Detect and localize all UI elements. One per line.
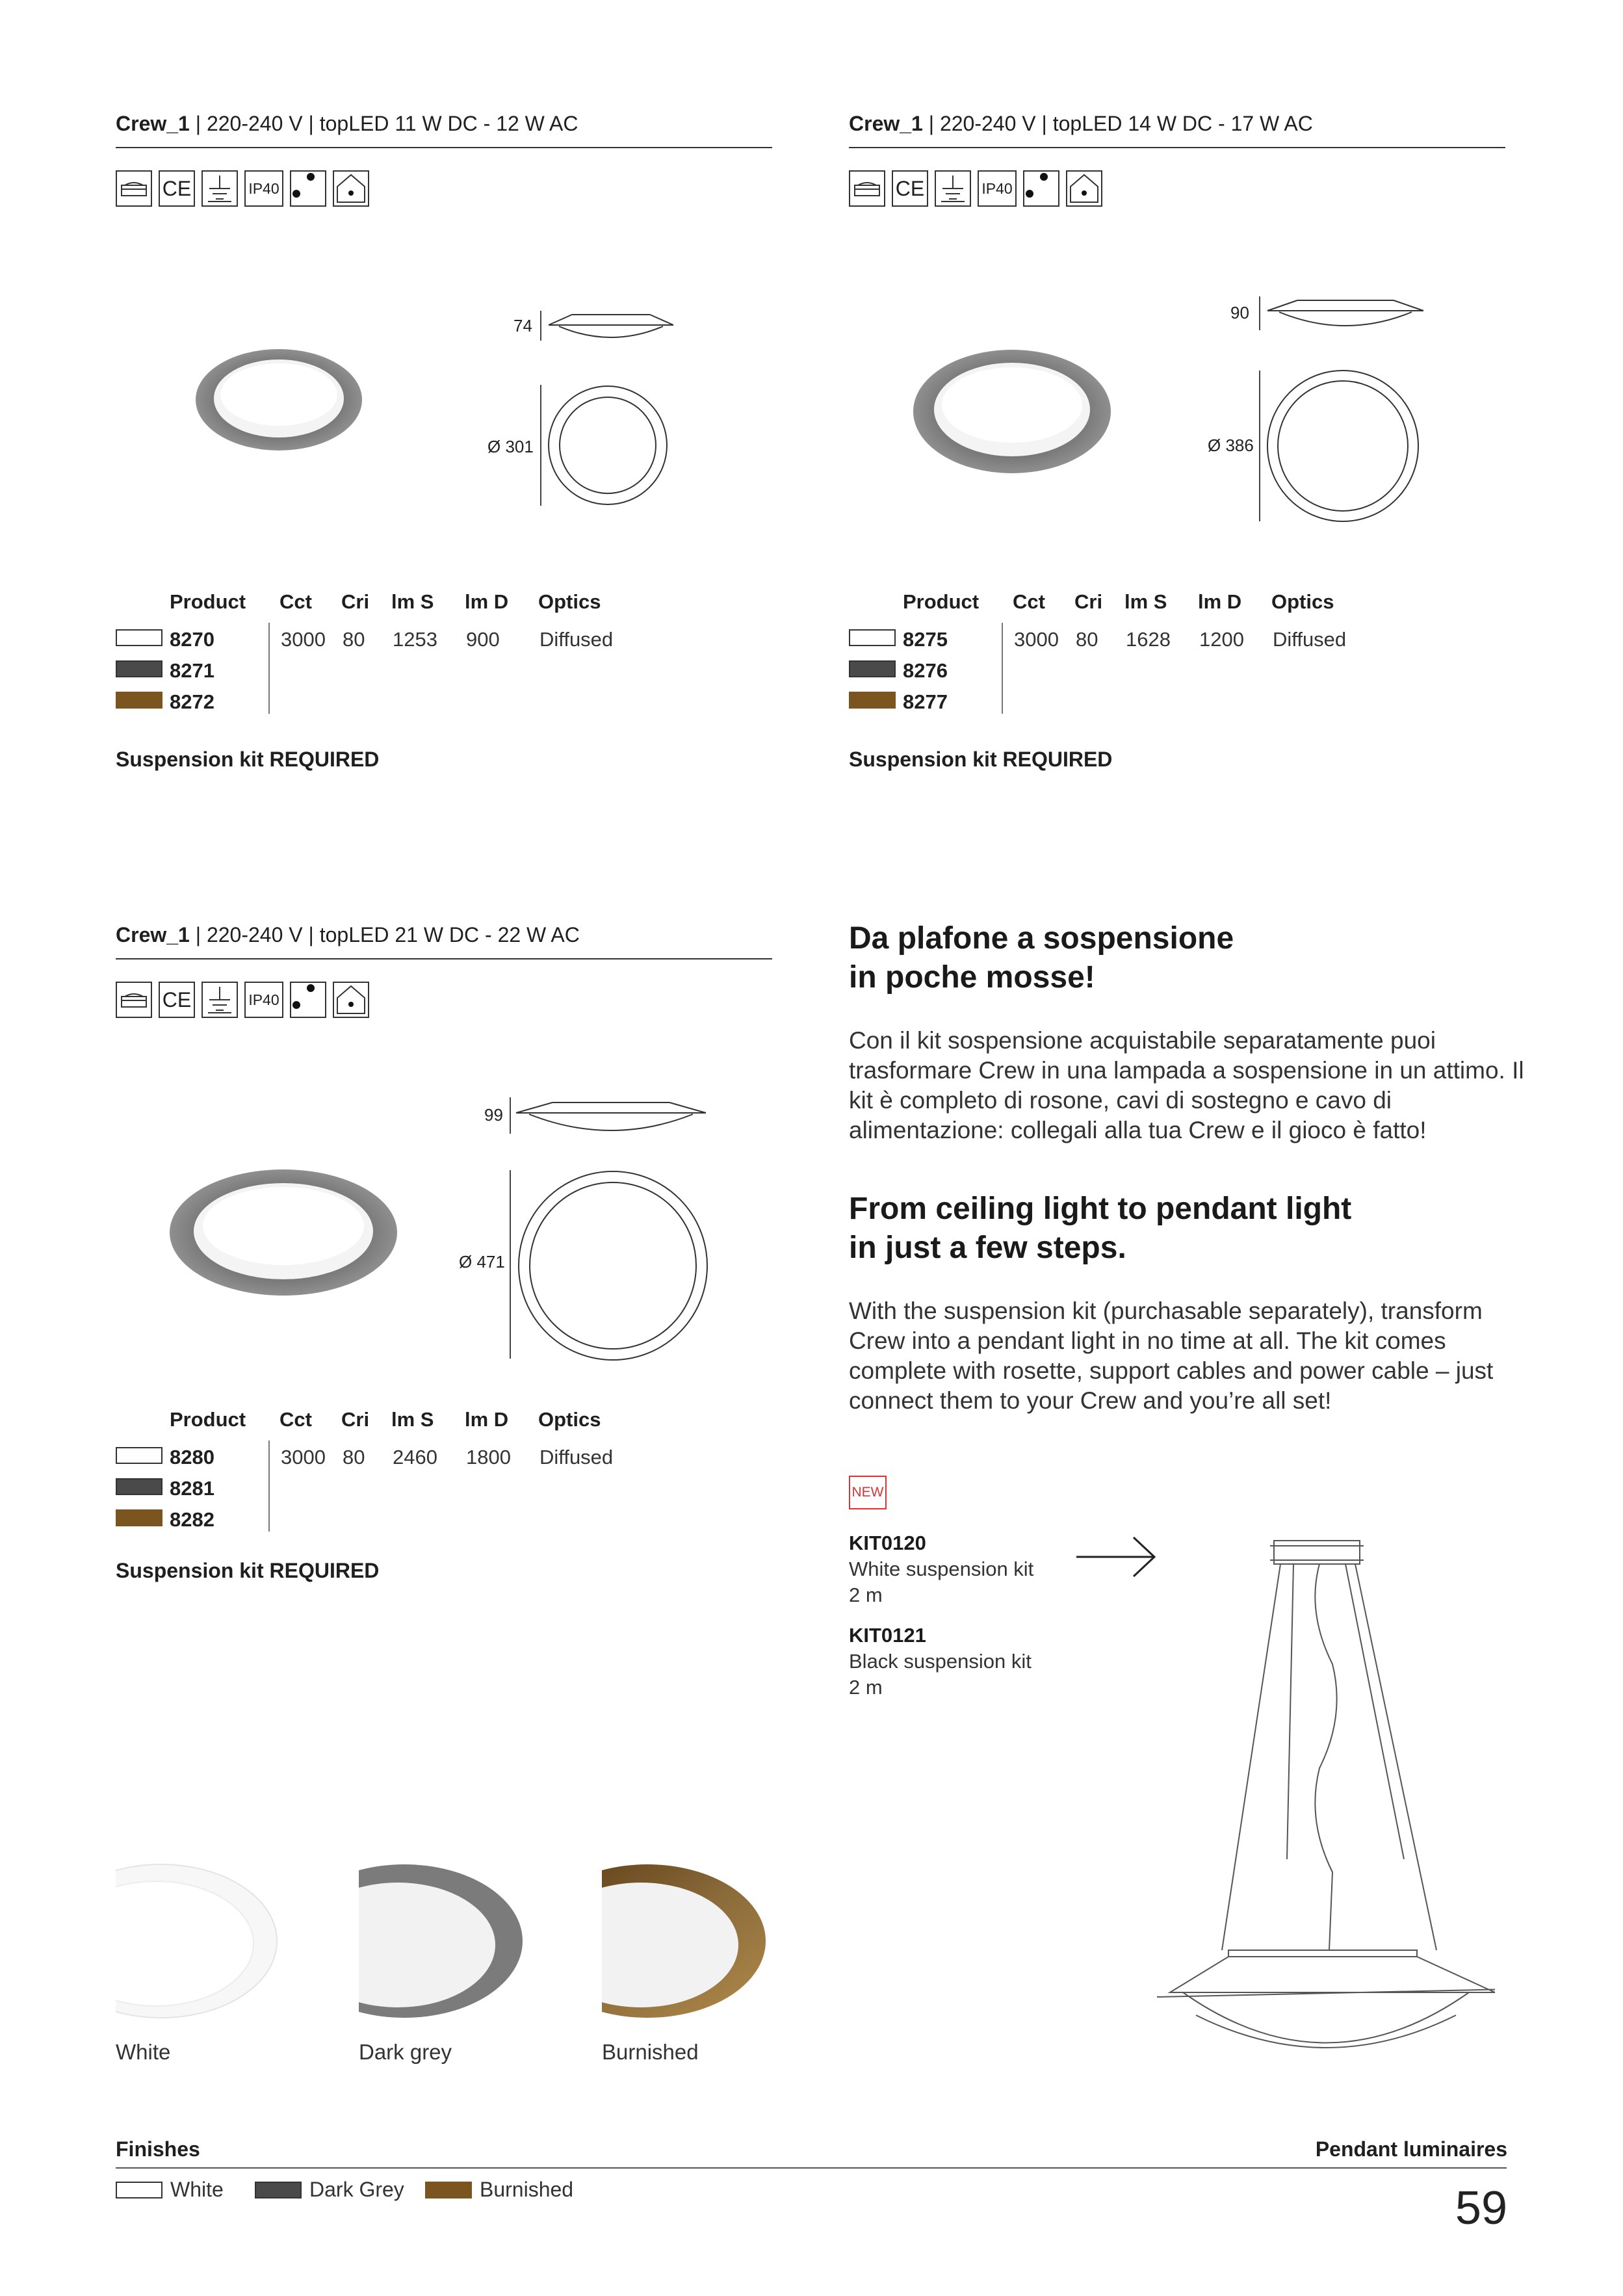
earth-ground-icon — [935, 170, 971, 207]
product-photo-dark-grey — [194, 348, 364, 452]
product-code: 8275 — [903, 628, 948, 651]
dots-class-icon — [290, 170, 326, 207]
heading-line: in poche mosse! — [849, 960, 1095, 995]
earth-ground-icon — [201, 982, 238, 1018]
dimension-line — [1259, 296, 1260, 330]
finish-label-white: White — [170, 2178, 224, 2201]
table-divider — [268, 623, 270, 714]
certification-icons — [116, 982, 369, 1018]
finish-caption-dark-grey: Dark grey — [359, 2040, 452, 2064]
ip40-icon: IP40 — [978, 170, 1017, 207]
product-title: Crew_1 | 220-240 V | topLED 14 W DC - 17 W AC — [849, 112, 1313, 135]
top-view-drawing — [1265, 368, 1421, 524]
ceiling-mount-icon — [849, 170, 885, 207]
kit-code: KIT0120 — [849, 1532, 926, 1554]
kit-list — [849, 1530, 1033, 1701]
italian-heading — [849, 919, 1234, 997]
swatch-burnished — [116, 1509, 162, 1526]
header-lm-d: lm D — [465, 590, 509, 613]
finishes-label: Finishes — [116, 2137, 200, 2161]
indoor-use-icon — [333, 170, 369, 207]
swatch-dark-grey — [116, 1478, 162, 1495]
product-code: 8271 — [170, 659, 214, 682]
header-cri: Cri — [1074, 590, 1103, 613]
suspension-note: Suspension kit REQUIRED — [116, 748, 380, 771]
product-code: 8282 — [170, 1508, 214, 1531]
finish-swatch-dark-grey — [255, 2182, 302, 2198]
divider — [849, 147, 1505, 148]
diameter-dimension: Ø 471 — [459, 1252, 505, 1272]
product-title: Crew_1 | 220-240 V | topLED 21 W DC - 22 W AC — [116, 923, 580, 946]
dimension-line — [540, 385, 541, 506]
suspension-note: Suspension kit REQUIRED — [849, 748, 1113, 771]
finish-caption-burnished: Burnished — [602, 2040, 699, 2064]
kit-item — [849, 1530, 1033, 1608]
cct-value: 3000 — [1014, 628, 1059, 651]
top-view-drawing — [546, 384, 669, 507]
indoor-use-icon — [333, 982, 369, 1018]
product-code: 8281 — [170, 1477, 214, 1500]
suspension-note: Suspension kit REQUIRED — [116, 1559, 380, 1582]
header-lm-d: lm D — [1198, 590, 1242, 613]
finish-swatch-burnished — [425, 2182, 472, 2198]
swatch-dark-grey — [116, 660, 162, 677]
dimension-line — [510, 1170, 511, 1359]
lm-d-value: 1800 — [466, 1446, 511, 1468]
height-dimension: 74 — [513, 316, 532, 335]
optics-value: Diffused — [539, 1446, 614, 1468]
dimension-line — [540, 311, 541, 341]
header-cct: Cct — [1013, 590, 1045, 613]
product-code: 8280 — [170, 1446, 214, 1468]
dots-class-icon — [290, 982, 326, 1018]
table-divider — [1002, 623, 1003, 714]
heading-line: From ceiling light to pendant light — [849, 1192, 1352, 1226]
header-cri: Cri — [341, 1408, 370, 1431]
cri-value: 80 — [343, 1446, 365, 1468]
product-code: 8276 — [903, 659, 948, 682]
certification-icons — [849, 170, 1102, 207]
ce-mark-icon: CE — [159, 982, 195, 1018]
divider — [116, 147, 772, 148]
header-product: Product — [903, 590, 980, 613]
kit-code: KIT0121 — [849, 1624, 926, 1647]
heading-line: Da plafone a sospensione — [849, 921, 1234, 956]
lm-s-value: 1628 — [1126, 628, 1171, 651]
product-code: 8270 — [170, 628, 214, 651]
english-body: With the suspension kit (purchasable separately), transform Crew into a pendant light in no time at all. The kit comes complete with rosette, support cables and power cable – just connect them to your Crew and you’re all set! — [849, 1298, 1494, 1414]
swatch-burnished — [849, 692, 896, 709]
lm-s-value: 2460 — [393, 1446, 437, 1468]
finish-photo-white — [116, 1863, 278, 2019]
height-dimension: 99 — [484, 1105, 503, 1125]
finish-label-dark-grey: Dark Grey — [309, 2178, 404, 2201]
lm-s-value: 1253 — [393, 628, 437, 651]
ceiling-mount-icon — [116, 982, 152, 1018]
optics-value: Diffused — [539, 628, 614, 651]
diameter-dimension: Ø 386 — [1208, 436, 1254, 455]
header-lm-s: lm S — [1124, 590, 1167, 613]
table-divider — [268, 1441, 270, 1532]
finish-photo-burnished — [602, 1863, 768, 2019]
finish-caption-white: White — [116, 2040, 171, 2064]
pendant-sketch-illustration — [1131, 1534, 1495, 2119]
side-profile-drawing — [513, 1095, 708, 1144]
kit-description: White suspension kit — [849, 1558, 1034, 1580]
italian-body: Con il kit sospensione acquistabile separatamente puoi trasformare Crew in una lampada a sospensione in un attimo. Il kit è completo di rosone, cavi di sostegno e cavo di alimentazione: collegali alla tua Crew e il gioco è fatto! — [849, 1027, 1524, 1143]
new-badge: NEW — [849, 1476, 887, 1509]
heading-line: in just a few steps. — [849, 1231, 1126, 1265]
indoor-use-icon — [1066, 170, 1102, 207]
kit-item — [849, 1623, 1033, 1701]
finish-photo-dark-grey — [359, 1863, 525, 2019]
height-dimension: 90 — [1230, 303, 1249, 322]
product-code: 8272 — [170, 690, 214, 713]
cct-value: 3000 — [281, 1446, 326, 1468]
header-lm-s: lm S — [391, 1408, 434, 1431]
header-cct: Cct — [279, 590, 312, 613]
ip40-icon: IP40 — [244, 170, 283, 207]
footer-divider — [116, 2167, 1507, 2169]
earth-ground-icon — [201, 170, 238, 207]
finish-label-burnished: Burnished — [480, 2178, 574, 2201]
page-number: 59 — [1455, 2182, 1507, 2234]
swatch-white — [116, 629, 162, 646]
section-label: Pendant luminaires — [1315, 2137, 1507, 2161]
ce-mark-icon: CE — [892, 170, 928, 207]
dots-class-icon — [1023, 170, 1059, 207]
header-lm-s: lm S — [391, 590, 434, 613]
product-photo-dark-grey — [911, 348, 1113, 475]
header-cri: Cri — [341, 590, 370, 613]
header-lm-d: lm D — [465, 1408, 509, 1431]
header-optics: Optics — [1271, 590, 1334, 613]
product-title: Crew_1 | 220-240 V | topLED 11 W DC - 12 W AC — [116, 112, 578, 135]
header-product: Product — [170, 1408, 246, 1431]
dimension-line — [1259, 371, 1260, 521]
product-code: 8277 — [903, 690, 948, 713]
optics-value: Diffused — [1273, 628, 1347, 651]
swatch-white — [849, 629, 896, 646]
lm-d-value: 900 — [466, 628, 500, 651]
cri-value: 80 — [1076, 628, 1098, 651]
english-heading — [849, 1190, 1351, 1268]
side-profile-drawing — [546, 306, 676, 346]
ip40-icon: IP40 — [244, 982, 283, 1018]
diameter-dimension: Ø 301 — [487, 437, 534, 456]
kit-length: 2 m — [849, 1584, 883, 1606]
finish-swatch-white — [116, 2182, 162, 2198]
kit-length: 2 m — [849, 1676, 883, 1699]
swatch-white — [116, 1447, 162, 1464]
side-profile-drawing — [1265, 293, 1426, 338]
header-optics: Optics — [538, 590, 601, 613]
swatch-burnished — [116, 692, 162, 709]
product-photo-dark-grey — [168, 1168, 399, 1298]
swatch-dark-grey — [849, 660, 896, 677]
header-cct: Cct — [279, 1408, 312, 1431]
header-optics: Optics — [538, 1408, 601, 1431]
header-product: Product — [170, 590, 246, 613]
certification-icons — [116, 170, 369, 207]
cri-value: 80 — [343, 628, 365, 651]
divider — [116, 958, 772, 959]
dimension-line — [510, 1097, 511, 1134]
ce-mark-icon: CE — [159, 170, 195, 207]
cct-value: 3000 — [281, 628, 326, 651]
kit-description: Black suspension kit — [849, 1650, 1032, 1673]
lm-d-value: 1200 — [1199, 628, 1244, 651]
top-view-drawing — [516, 1169, 710, 1363]
ceiling-mount-icon — [116, 170, 152, 207]
